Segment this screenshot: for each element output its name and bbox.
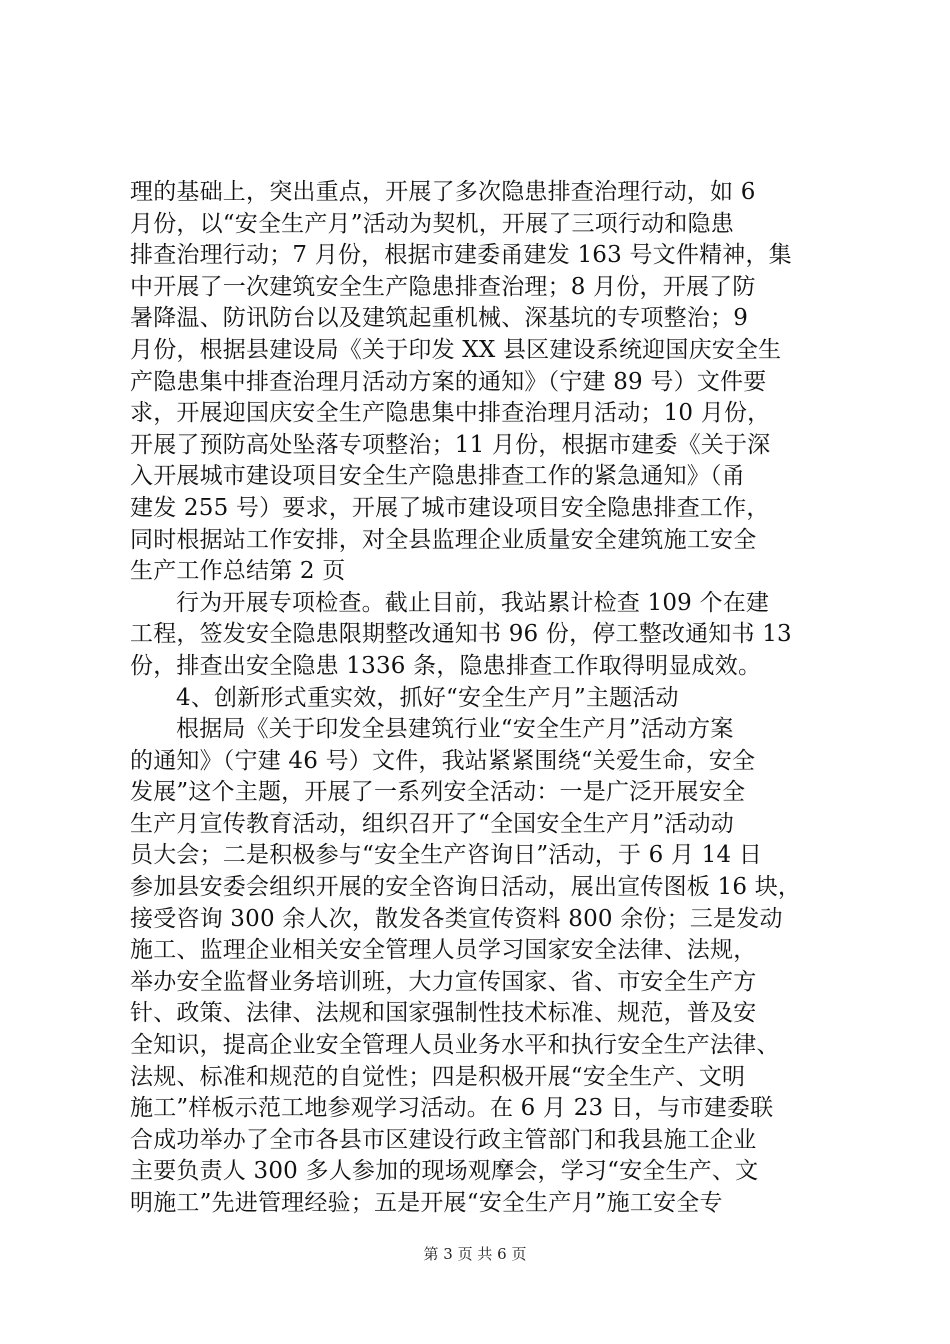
text-line: 的通知》（宁建 46 号）文件，我站紧紧围绕“关爱生命，安全 xyxy=(130,747,756,774)
text-line: 工程，签发安全隐患限期整改通知书 96 份，停工整改通知书 13 xyxy=(130,621,792,648)
text-line: 排查治理行动；7 月份，根据市建委甬建发 163 号文件精神，集 xyxy=(130,242,792,269)
text-line: 法规、标准和规范的自觉性；四是积极开展“安全生产、文明 xyxy=(130,1063,746,1090)
text-line: 暑降温、防讯防台以及建筑起重机械、深基坑的专项整治；9 xyxy=(130,305,749,332)
text-line: 生产月宣传教育活动，组织召开了“全国安全生产月”活动动 xyxy=(130,810,734,837)
text-line: 求，开展迎国庆安全生产隐患集中排查治理月活动；10 月份， xyxy=(130,400,771,427)
text-line: 理的基础上，突出重点，开展了多次隐患排查治理行动，如 6 xyxy=(130,179,756,205)
text-line: 接受咨询 300 余人次，散发各类宣传资料 800 余份；三是发动 xyxy=(130,905,783,932)
text-line: 同时根据站工作安排，对全县监理企业质量安全建筑施工安全 xyxy=(130,526,757,553)
text-line: 开展了预防高处坠落专项整治；11 月份，根据市建委《关于深 xyxy=(130,431,771,458)
text-line: 参加县安委会组织开展的安全咨询日活动，展出宣传图板 16 块， xyxy=(130,874,802,901)
text-line: 施工、监理企业相关安全管理人员学习国家安全法律、法规， xyxy=(130,937,757,964)
text-line: 针、政策、法律、法规和国家强制性技术标准、规范，普及安 xyxy=(130,1000,757,1027)
text-line: 产隐患集中排查治理月活动方案的通知》（宁建 89 号）文件要 xyxy=(130,368,767,395)
text-line: 生产工作总结第 2 页 xyxy=(130,558,346,585)
document-body xyxy=(130,177,840,1220)
text-line: 施工”样板示范工地参观学习活动。在 6 月 23 日，与市建委联 xyxy=(130,1095,774,1122)
page-footer: 第 3 页 共 6 页 xyxy=(423,1245,527,1263)
text-line: 建发 255 号）要求，开展了城市建设项目安全隐患排查工作， xyxy=(130,494,770,521)
text-line: 合成功举办了全市各县市区建设行政主管部门和我县施工企业 xyxy=(130,1126,757,1153)
text-line: 发展”这个主题，开展了一系列安全活动：一是广泛开展安全 xyxy=(130,779,746,806)
text-line: 月份，以“安全生产月”活动为契机，开展了三项行动和隐患 xyxy=(130,210,734,237)
text-line: 4、创新形式重实效，抓好“安全生产月”主题活动 xyxy=(176,684,679,711)
text-line: 中开展了一次建筑安全生产隐患排查治理；8 月份，开展了防 xyxy=(130,273,756,300)
text-line: 份，排查出安全隐患 1336 条，隐患排查工作取得明显成效。 xyxy=(130,652,762,679)
text-line: 明施工”先进管理经验；五是开展“安全生产月”施工安全专 xyxy=(130,1190,723,1216)
text-line: 根据局《关于印发全县建筑行业“安全生产月”活动方案 xyxy=(176,716,734,743)
text-line: 月份，根据县建设局《关于印发 XX 县区建设系统迎国庆安全生 xyxy=(130,336,782,363)
text-line: 举办安全监督业务培训班，大力宣传国家、省、市安全生产方 xyxy=(130,968,757,995)
text-line: 主要负责人 300 多人参加的现场观摩会，学习“安全生产、文 xyxy=(130,1158,759,1185)
text-line: 员大会；二是积极参与“安全生产咨询日”活动，于 6 月 14 日 xyxy=(130,842,763,869)
text-line: 入开展城市建设项目安全生产隐患排查工作的紧急通知》（甬 xyxy=(130,463,745,490)
text-line: 全知识，提高企业安全管理人员业务水平和执行安全生产法律、 xyxy=(130,1032,780,1059)
text-line: 行为开展专项检查。截止目前，我站累计检查 109 个在建 xyxy=(176,589,770,616)
